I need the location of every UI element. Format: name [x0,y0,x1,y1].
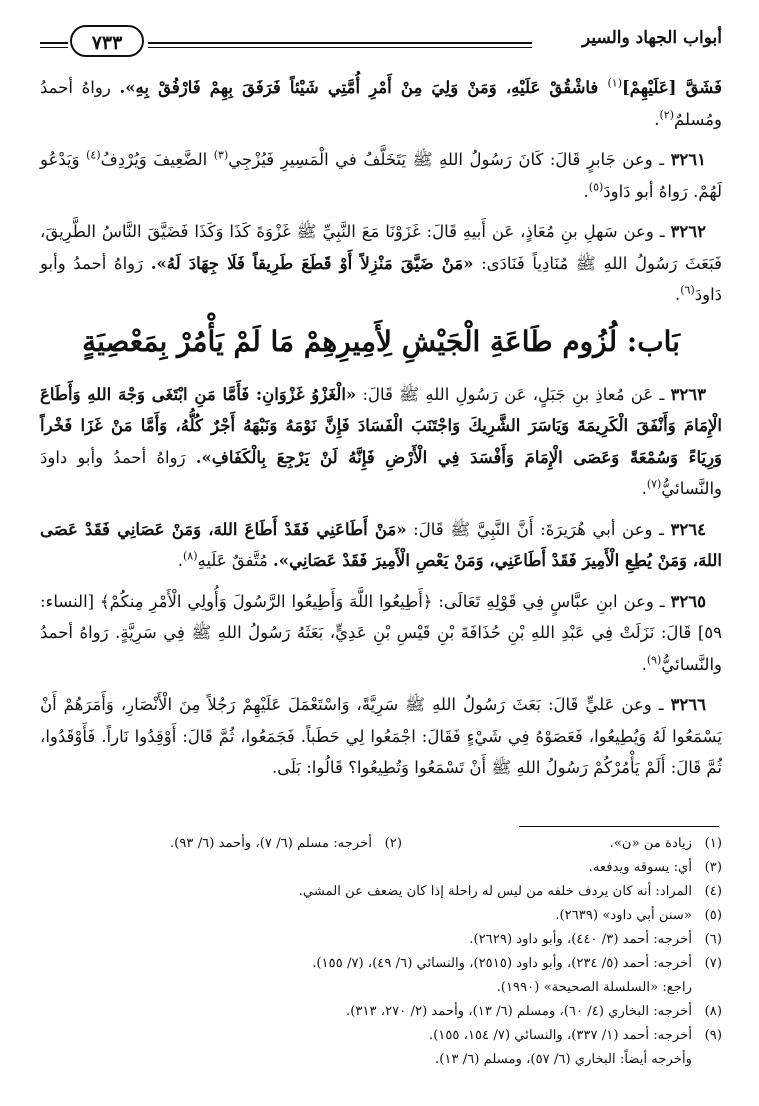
header-rule [148,42,532,44]
hadith-text: [النساء: ٥٩] قَالَ: نَزَلَتْ فِي عَبْدِ اللهِ بْنِ حُذَافَةَ بْنِ قَيْسِ بْنِ عَدِيٍّ، بَعَثَهُ رَسُولُ اللهِ ﷺ فِي سَرِيَّةٍ. رَواهُ أحمدُ والنَّسائيُّ [40,591,722,674]
footnote-text: أخرجه: أحمد (١/ ٣٣٧)، والنسائي (٧/ ١٥٤، ١٥٥). [428,1028,692,1043]
punct: . [674,285,681,304]
footnote-6 [40,928,722,952]
footnote-number: (٧) [704,956,722,971]
quran-verse: ﴿أَطِيعُوا اللَّهَ وَأَطِيعُوا الرَّسُولَ وَأُولِي الْأَمْرِ مِنكُمْ﴾ [100,591,433,611]
footnote-ref: (٩) [646,653,662,666]
footnote-pair [40,832,722,856]
hadith-number: ٣٢٦٢ [670,222,706,241]
footnote-ref: (١) [607,76,622,90]
hadith-number: ٣٢٦٣ [670,384,706,404]
footnote-text: أخرجه: أحمد (٣/ ٤٤٠)، وأبو داود (٢٦٢٩). [469,932,692,947]
footnote-text: أخرجه: البخاري (٤/ ٦٠)، ومسلم (٦/ ١٣)، وأحمد (٢/ ٢٧٠، ٣١٣). [346,1004,692,1019]
prophetic-quote: «مَنْ ضَيَّقَ مَنْزِلاً أَوْ قَطَعَ طَرِيقاً فَلَا جِهَادَ لَهُ». [150,253,474,273]
footnote-number: (٦) [704,932,722,947]
hadith-text: فاشْقُقْ عَلَيْهِ، وَمَنْ وَلِيَ مِنْ أَمْرِ أُمَّتِي شَيْئاً فَرَفَقَ بِهِمْ فَارْفُقْ بِهِ». [119,78,608,97]
footnote-7 [40,952,722,976]
footnote-number: (١) [704,836,722,851]
footnote-3 [40,856,722,880]
footnote-ref: (٨) [182,549,198,563]
footnote-1 [402,832,722,856]
hadith-3262 [40,216,722,311]
footnote-text: أخرجه: أحمد (٥/ ٢٣٤)، وأبو داود (٢٥١٥)، والنسائي (٦/ ٤٩)، (٧/ ١٥٥). [312,956,692,971]
footnote-4 [40,880,722,904]
header-rule [40,42,68,44]
punct: . [641,479,647,498]
footnote-text: زيادة من «ن». [609,836,692,851]
footnote-text: المراد: أنه كان يردف خلفه من ليس له راحلة إذا كان يضعف عن المشي. [298,884,692,899]
page-header [40,22,722,62]
footnote-ref: (٦) [680,283,695,297]
footnote-7-continued [40,976,722,1000]
hadith-text: فَشَقَّ [عَلَيْهِمْ] [621,78,722,97]
footnote-number: (٥) [704,908,722,923]
footnote-5 [40,904,722,928]
footnote-ref: (٣) [213,148,229,162]
punct: . [654,109,660,129]
footnote-text: أخرجه: مسلم (٦/ ٧)، وأحمد (٦/ ٩٣). [169,836,372,851]
footnote-8 [40,1000,722,1024]
footnote-text: راجع: «السلسلة الصحيحة» (١٩٩٠). [496,980,692,995]
source-text: مُتَّفقٌ عَلَيهِ [197,551,274,570]
footnote-number: (٨) [704,1004,722,1019]
source-text: رَواهُ أحمدُ وأبو داودَ والنَّسائيُّ [40,447,722,498]
prophetic-quote: «مَنْ أَطَاعَنِي فَقَدْ أَطَاعَ اللهَ، وَمَنْ عَصَانِي فَقَدْ عَصَى اللهَ، وَمَنْ يُطِعِ الْأَمِيرَ فَقَدْ أَطَاعَنِي، وَمَنْ يَعْصِ الْأَمِيرَ فَقَدْ عَصَانِي». [40,519,722,570]
hadith-text: ـ وعن سَهلِ بنِ مُعَاذٍ، عَن أَبيهِ قَالَ: غَزَوْنَا مَعَ النَّبِيِّ ﷺ غَزْوَةَ كَذَا وَكَذَا فَضَيَّقَ النَّاسُ الطَّرِيقَ، فَبَعَثَ رَسُولُ اللهِ ﷺ مُنَادِياً فَنَادَى: [40,222,722,273]
paragraph-continuation [40,72,722,135]
footnote-ref: (٧) [646,477,662,491]
footnote-2 [82,832,402,856]
hadith-text: الضَّعِيفَ وَيُرْدِفُ [100,150,214,169]
footnote-number: (٢) [384,836,402,851]
prophetic-quote: «الْغَزْوُ غَزْوَانِ: فَأَمَّا مَنِ ابْتَغَى وَجْهَ اللهِ وَأَطَاعَ الْإِمَامَ وَأَنْفَقَ الْكَرِيمَةَ وَيَاسَرَ الشَّرِيكَ وَاجْتَنَبَ الْفَسَادَ فَإِنَّ نَوْمَهُ وَنَبْهَهُ أَجْرٌ كُلُّهُ، وَأَمَّا مَنْ غَزَا فَخْراً وَرِيَاءً وَسُمْعَةً وَعَصَى الْإِمَامَ وَأَفْسَدَ فِي الْأَرْضِ فَإِنَّهُ لَنْ يَرْجِعَ بِالْكَفَافِ». [40,384,723,467]
footnote-ref: (٤) [86,148,101,162]
hadith-3263 [40,379,722,505]
punct: . [583,181,589,201]
hadith-text: ـ وعن جَابرٍ قَالَ: كَانَ رَسُولُ اللهِ ﷺ يَتَخَلَّفُ في الْمَسِيرِ فَيُزْجِي [228,150,671,169]
hadith-text: ـ عَن مُعاذِ بنِ جَبَلٍ، عَن رَسُولِ اللهِ ﷺ قَالَ: [356,384,671,404]
footnote-separator [519,826,719,827]
hadith-text: ـ وعن ابنِ عبَّاسٍ فِي قَوْلِهِ تَعَالَى: [432,591,671,611]
footnote-ref: (٢) [659,108,675,121]
source-text: رَواهُ أحمدُ وأبو دَاودَ [40,253,722,304]
footnote-number: (٤) [704,884,722,899]
hadith-text: ـ وعن أبي هُرَيرَةَ: أَنَّ النَّبِيَّ ﷺ قَالَ: [406,519,671,539]
hadith-number: ٣٢٦٤ [670,519,706,539]
source-text: رواهُ أحمدُ ومُسلمٌ [40,78,722,129]
running-title: أبواب الجهاد والسير [581,28,722,48]
footnote-number: (٩) [704,1028,722,1043]
hadith-number: ٣٢٦٦ [670,695,706,714]
footnote-9 [40,1024,722,1048]
footnote-9-continued [40,1048,722,1072]
footnote-text: أي: يسوقه ويدفعه. [588,860,692,875]
punct: . [177,551,183,570]
header-rule [40,47,68,48]
hadith-text: ـ وعن عَليٍّ قَالَ: بَعَثَ رَسُولُ اللهِ ﷺ سَرِيَّةً، وَاسْتَعْمَلَ عَلَيْهِمْ رَجُلاً مِنَ الْأَنْصَارِ، وَأَمَرَهُمْ أَنْ يَسْمَعُوا لَهُ وَيُطِيعُوا، فَعَصَوْهُ فِي شَيْءٍ فَقَالَ: اجْمَعُوا لِي حَطَباً. فَجَمَعُوا، ثُمَّ قَالَ: أَوْقِدُوا نَاراً. فَأَوْقَدُوا، ثُمَّ قَالَ: أَلَمْ يَأْمُرْكُمْ رَسُولُ اللهِ ﷺ أَنْ تَسْمَعُوا وَتُطِيعُوا؟ قَالُوا: بَلَى. [40,695,722,777]
hadith-3261 [40,144,722,207]
hadith-3264 [40,514,722,577]
hadith-number: ٣٢٦٥ [670,591,706,611]
header-rule [148,47,532,48]
punct: . [641,654,647,674]
footnote-text: «سنن أبي داود» (٢٦٣٩). [555,908,692,923]
hadith-text: وَيَدْعُو لَهُمْ. رَواهُ أبو دَاودَ [40,150,722,201]
footnotes [40,832,722,1072]
page-number: ٧٣٣ [70,25,144,57]
main-text [40,72,722,793]
footnote-ref: (٥) [588,180,604,193]
hadith-3265 [40,586,722,681]
chapter-title: بَاب: لُزُوم طَاعَةِ الْجَيْشِ لِأَمِيرِهِمْ مَا لَمْ يَأْمُرْ بِمَعْصِيَةٍ [82,324,680,358]
footnote-text: وأخرجه أيضاً: البخاري (٦/ ٥٧)، ومسلم (٦/ ١٣). [435,1052,692,1067]
hadith-3266 [40,689,722,784]
footnote-number: (٣) [704,860,722,875]
hadith-number: ٣٢٦١ [670,150,707,169]
